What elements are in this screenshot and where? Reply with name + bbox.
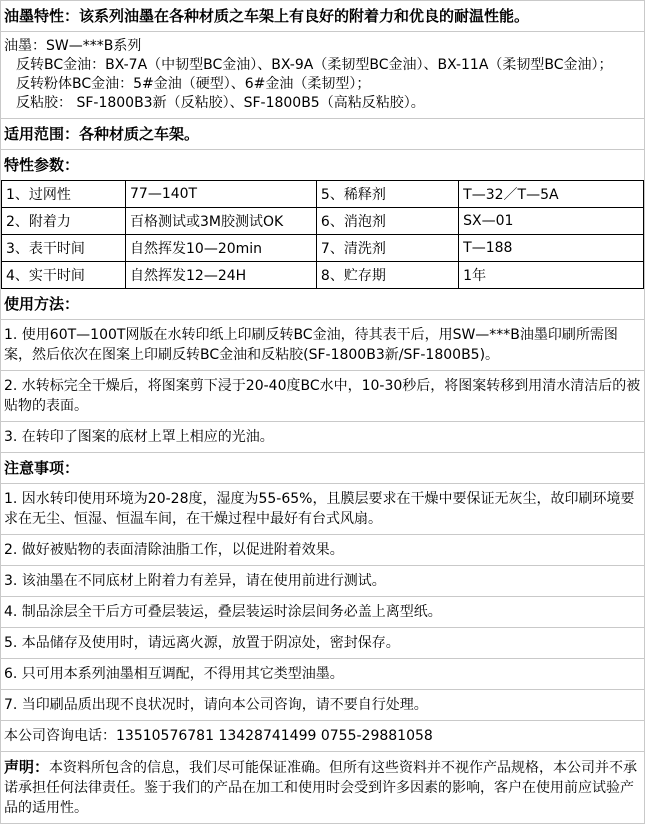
section-params-label: 特性参数： xyxy=(4,156,80,174)
table-row xyxy=(2,235,644,262)
note-item-4: 4. 制品涂层全干后方可叠层装运，叠层装运时涂层间务必盖上离型纸。 xyxy=(1,597,644,628)
param-label-cell: 3、表干时间 xyxy=(2,235,126,262)
param-value-cell: 自然挥发10—20min xyxy=(126,235,317,262)
note-item-6: 6. 只可用本系列油墨相互调配，不得用其它类型油墨。 xyxy=(1,659,644,690)
param-label-cell: 5、稀释剂 xyxy=(316,181,458,208)
param-value-cell: T—188 xyxy=(459,235,644,262)
table-row xyxy=(2,262,644,289)
param-label-cell: 4、实干时间 xyxy=(2,262,126,289)
table-row xyxy=(2,208,644,235)
param-label-cell: 6、消泡剂 xyxy=(316,208,458,235)
param-value-cell: 77—140T xyxy=(126,181,317,208)
contact-phone-line: 本公司咨询电话：13510576781 13428741499 0755-29881058 xyxy=(1,721,644,752)
param-value-cell: 1年 xyxy=(459,262,644,289)
section-notes-label: 注意事项： xyxy=(1,453,644,484)
param-label-cell: 8、贮存期 xyxy=(316,262,458,289)
usage-step-1: 1. 使用60T—100T网版在水转印纸上印刷反转BC金油，待其表干后，用SW—***B油墨印刷所需图案，然后依次在图案上印刷反转BC金油和反粘胶(SF-1800B3新/SF-1800B5)。 xyxy=(1,320,644,371)
section-scope: 适用范围：各种材质之车架。 xyxy=(1,119,644,150)
section-disclaimer xyxy=(1,752,644,823)
note-item-7: 7. 当印刷品质出现不良状况时，请向本公司咨询，请不要自行处理。 xyxy=(1,690,644,721)
ink-line-reverse-powder-bc-gold: 反转粉体BC金油：5#金油（硬型）、6#金油（柔韧型）； xyxy=(16,76,371,92)
param-value-cell: 百格测试或3M胶测试OK xyxy=(126,208,317,235)
param-value-cell: T—32／T—5A xyxy=(459,181,644,208)
param-label-cell: 2、附着力 xyxy=(2,208,126,235)
section-usage-label: 使用方法： xyxy=(1,289,644,320)
params-table xyxy=(1,180,644,289)
ink-line-anti-adhesive: 反粘胶： SF-1800B3新（反粘胶）、SF-1800B5（高粘反粘胶）。 xyxy=(16,95,425,111)
param-value-cell: 自然挥发12—24H xyxy=(126,262,317,289)
table-row xyxy=(2,181,644,208)
note-item-3: 3. 该油墨在不同底材上附着力有差异，请在使用前进行测试。 xyxy=(1,566,644,597)
note-item-1: 1. 因水转印使用环境为20-28度，湿度为55-65%，且膜层要求在干燥中要保证无灰尘，故印刷环境要求在无尘、恒湿、恒温车间，在干燥过程中最好有台式风扇。 xyxy=(1,484,644,535)
param-value-cell: SX—01 xyxy=(459,208,644,235)
ink-series-line: 油墨：SW—***B系列 xyxy=(4,38,142,54)
section-ink-features-title: 油墨特性：该系列油墨在各种材质之车架上有良好的附着力和优良的耐温性能。 xyxy=(1,1,644,32)
section-ink-list xyxy=(1,32,644,119)
note-item-2: 2. 做好被贴物的表面清除油脂工作，以促进附着效果。 xyxy=(1,535,644,566)
param-label-cell: 1、过网性 xyxy=(2,181,126,208)
disclaimer-label: 声明： xyxy=(4,758,50,776)
usage-step-2: 2. 水转标完全干燥后，将图案剪下浸于20-40度BC水中，10-30秒后，将图案转移到用清水清洁后的被贴物的表面。 xyxy=(1,371,644,422)
disclaimer-text: 本资料所包含的信息，我们尽可能保证准确。但所有这些资料并不视作产品规格，本公司并不承诺承担任何法律责任。鉴于我们的产品在加工和使用时会受到许多因素的影响，客户在使用前应试验产品的适用性。 xyxy=(4,760,638,816)
param-label-cell: 7、清洗剂 xyxy=(316,235,458,262)
usage-step-3: 3. 在转印了图案的底材上罩上相应的光油。 xyxy=(1,422,644,453)
ink-line-reverse-bc-gold: 反转BC金油：BX-7A（中韧型BC金油）、BX-9A（柔韧型BC金油）、BX-11A（柔韧型BC金油）； xyxy=(16,57,613,73)
note-item-5: 5. 本品储存及使用时，请远离火源，放置于阴凉处，密封保存。 xyxy=(1,628,644,659)
